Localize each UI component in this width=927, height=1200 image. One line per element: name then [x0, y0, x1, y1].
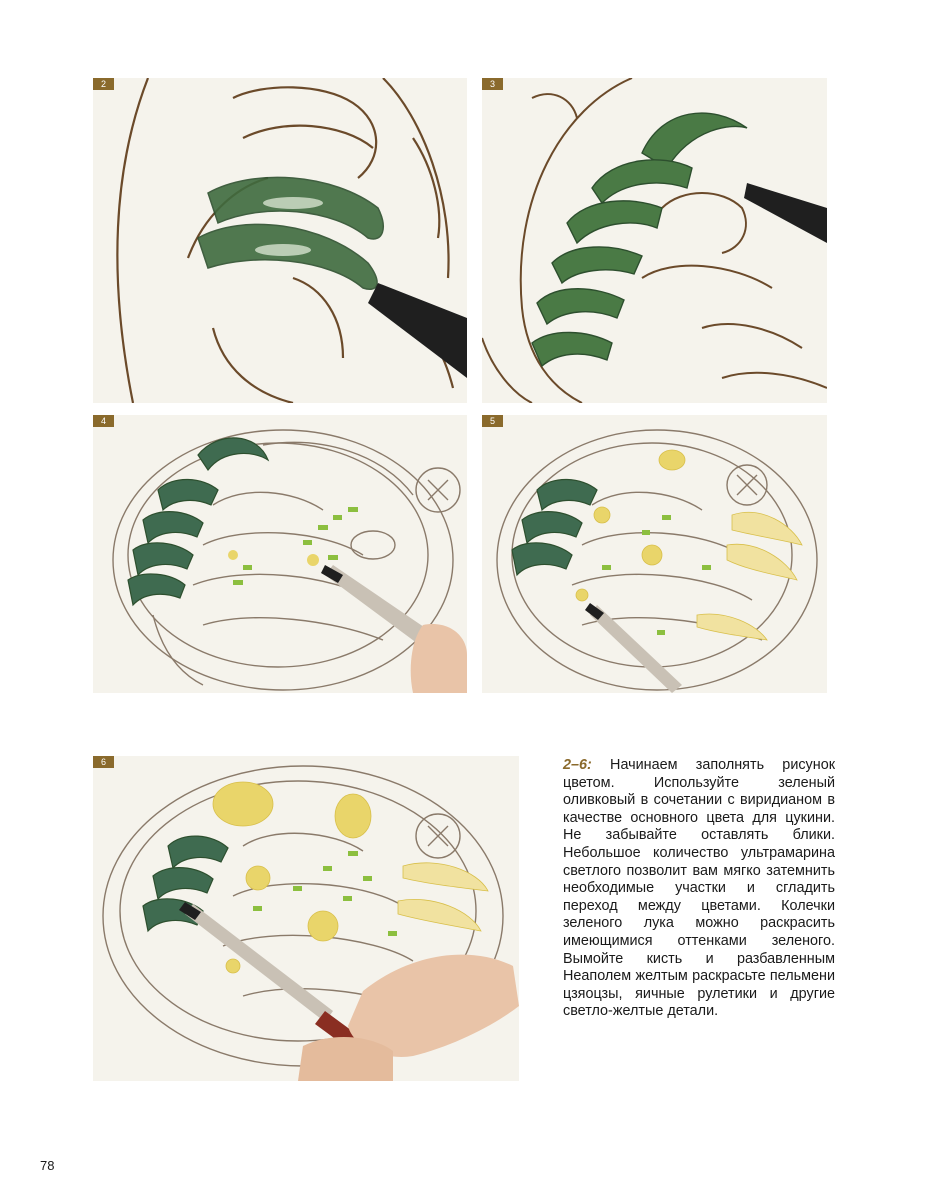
step-number-badge: 5	[482, 415, 503, 427]
step-photo-4	[93, 415, 467, 693]
step-number-badge: 2	[93, 78, 114, 90]
step-3-illustration	[482, 78, 827, 403]
step-number-badge: 6	[93, 756, 114, 768]
caption-step-range: 2–6:	[563, 757, 592, 773]
step-caption	[563, 757, 835, 1021]
step-4-illustration	[93, 415, 467, 693]
step-photo-5	[482, 415, 827, 693]
step-photo-3	[482, 78, 827, 403]
step-5-illustration	[482, 415, 827, 693]
step-photo-2	[93, 78, 467, 403]
step-photo-6	[93, 756, 519, 1081]
step-number-badge: 3	[482, 78, 503, 90]
page-number: 78	[40, 1158, 55, 1173]
step-2-illustration	[93, 78, 467, 403]
step-number-badge: 4	[93, 415, 114, 427]
step-6-illustration	[93, 756, 519, 1081]
caption-body: Начинаем заполнять рисунок цветом. Используйте зеленый оливковый в сочетании с виридианом в качестве основного цвета для цукини. Не забывайте оставлять блики. Небольшое количество ультрамарина светлого позволит вам мягко затемнить необходимые участки и сгладить переход между цветами. Колечки зеленого лука можно раскрасить имеющимися оттенками зеленого. Вымойте кисть и разбавленным Неаполем желтым раскрасьте пельмени цзяоцзы, яичные рулетики и другие светло-желтые детали.	[563, 757, 835, 1020]
